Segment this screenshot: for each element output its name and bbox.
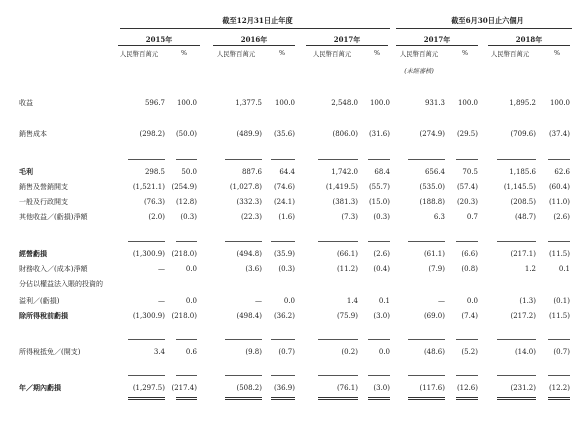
percent-cell: (15.0) <box>368 198 390 206</box>
percent-cell: (55.7) <box>368 183 390 191</box>
amount-cell: (381.3) <box>332 198 358 206</box>
amount-cell: (494.8) <box>236 250 262 258</box>
amount-cell: 298.5 <box>144 168 165 176</box>
amount-cell: (76.3) <box>143 198 165 206</box>
percent-cell: (11.5) <box>548 312 570 320</box>
row-label: 一般及行政開支 <box>19 198 68 206</box>
amount-cell: (208.5) <box>510 198 536 206</box>
percent-cell: 100.0 <box>369 99 390 107</box>
percent-cell: 100.0 <box>457 99 478 107</box>
subtotal-rule <box>271 241 295 242</box>
table-row <box>0 96 580 110</box>
percent-cell: (12.2) <box>548 384 570 392</box>
percent-cell: 62.6 <box>554 168 570 176</box>
percent-cell: 0.0 <box>283 297 295 305</box>
percent-cell: 0.6 <box>185 348 197 356</box>
amount-cell: (117.6) <box>419 384 445 392</box>
subtotal-rule <box>225 241 262 242</box>
percent-cell: (36.9) <box>273 384 295 392</box>
table-row <box>0 381 580 395</box>
row-label: 財務收入／(成本)淨額 <box>19 265 88 273</box>
subtotal-rule <box>368 339 390 340</box>
row-label: 其他收益／(虧損)淨額 <box>19 213 88 221</box>
year-rule-2015 <box>118 45 200 46</box>
amount-cell: 1.4 <box>346 297 358 305</box>
subtotal-rule <box>456 241 478 242</box>
amount-cell: 1,185.6 <box>509 168 536 176</box>
amount-cell: (22.3) <box>240 213 262 221</box>
subtotal-rule <box>225 375 262 376</box>
amount-cell: (66.1) <box>336 250 358 258</box>
amount-cell: (489.9) <box>236 130 262 138</box>
amount-cell: 656.4 <box>424 168 445 176</box>
amount-cell: (498.4) <box>236 312 262 320</box>
subtotal-rule <box>548 159 570 160</box>
amount-cell: (332.3) <box>236 198 262 206</box>
year-header-2017-interim: 2017年 <box>423 35 451 44</box>
row-label: 所得稅抵免／(開支) <box>19 348 81 356</box>
percent-cell: 0.1 <box>558 265 570 273</box>
amount-cell: (1,521.1) <box>132 183 165 191</box>
percent-cell: (217.4) <box>171 384 197 392</box>
amount-cell: (231.2) <box>510 384 536 392</box>
percent-cell: (0.4) <box>373 265 390 273</box>
subtotal-rule <box>548 339 570 340</box>
pct-header: % <box>553 49 561 57</box>
table-row <box>0 345 580 359</box>
table-row <box>0 180 580 194</box>
amount-cell: (535.0) <box>419 183 445 191</box>
percent-cell: (74.6) <box>273 183 295 191</box>
subtotal-rule <box>225 159 262 160</box>
row-label: 除所得稅前虧損 <box>19 311 68 320</box>
unaudited-note: (未經審核) <box>404 68 434 75</box>
total-double-rule <box>368 397 390 400</box>
amount-cell: 6.3 <box>433 213 445 221</box>
subtotal-rule <box>318 159 358 160</box>
amount-cell: (1.3) <box>519 297 536 305</box>
table-row <box>0 165 580 179</box>
percent-cell: (57.4) <box>456 183 478 191</box>
subtotal-rule <box>176 375 197 376</box>
percent-cell: (0.7) <box>278 348 295 356</box>
subtotal-rule <box>408 159 445 160</box>
amount-cell: (61.1) <box>423 250 445 258</box>
percent-cell: (12.6) <box>456 384 478 392</box>
period-rule-six-months <box>396 28 572 29</box>
percent-cell: (12.8) <box>175 198 197 206</box>
amount-cell: 887.6 <box>241 168 262 176</box>
percent-cell: (0.1) <box>553 297 570 305</box>
percent-cell: (0.8) <box>461 265 478 273</box>
amount-cell: (7.9) <box>428 265 445 273</box>
amount-cell: (7.3) <box>341 213 358 221</box>
total-double-rule <box>225 397 262 400</box>
row-label: 經營虧損 <box>19 249 47 258</box>
subtotal-rule <box>318 241 358 242</box>
amount-cell: 3.4 <box>153 348 165 356</box>
amount-cell: (1,297.5) <box>132 384 165 392</box>
subtotal-rule <box>271 339 295 340</box>
total-double-rule <box>456 397 478 400</box>
amount-cell: (14.0) <box>514 348 536 356</box>
amount-cell: (709.6) <box>510 130 536 138</box>
subtotal-rule <box>408 241 445 242</box>
percent-cell: (36.2) <box>273 312 295 320</box>
unit-header: 人民幣百萬元 <box>399 50 439 58</box>
table-row <box>0 277 580 291</box>
percent-cell: 0.7 <box>466 213 478 221</box>
percent-cell: (5.2) <box>461 348 478 356</box>
amount-cell: (48.7) <box>514 213 536 221</box>
percent-cell: (11.0) <box>548 198 570 206</box>
total-double-rule <box>128 397 165 400</box>
amount-cell: (0.2) <box>341 348 358 356</box>
subtotal-rule <box>548 375 570 376</box>
percent-cell: (24.1) <box>273 198 295 206</box>
percent-cell: 64.4 <box>279 168 295 176</box>
total-double-rule <box>408 397 445 400</box>
percent-cell: 0.0 <box>185 265 197 273</box>
amount-cell: (1,419.5) <box>325 183 358 191</box>
year-header-2018: 2018年 <box>515 35 543 44</box>
total-double-rule <box>271 397 295 400</box>
amount-cell: (1,300.9) <box>132 250 165 258</box>
percent-cell: 0.1 <box>378 297 390 305</box>
amount-cell: (9.8) <box>245 348 262 356</box>
percent-cell: (29.5) <box>456 130 478 138</box>
row-label: 溢利／(虧損) <box>19 297 60 305</box>
percent-cell: (7.4) <box>461 312 478 320</box>
percent-cell: 100.0 <box>549 99 570 107</box>
amount-cell: (806.0) <box>332 130 358 138</box>
amount-cell: (1,300.9) <box>132 312 165 320</box>
subtotal-rule <box>128 339 165 340</box>
row-label: 銷售成本 <box>19 130 47 138</box>
percent-cell: (0.3) <box>180 213 197 221</box>
amount-cell: (2.0) <box>148 213 165 221</box>
table-row <box>0 127 580 141</box>
table-row <box>0 262 580 276</box>
percent-cell: (0.7) <box>553 348 570 356</box>
row-label: 毛利 <box>19 167 33 176</box>
percent-cell: (6.6) <box>461 250 478 258</box>
percent-cell: 100.0 <box>274 99 295 107</box>
subtotal-rule <box>408 339 445 340</box>
subtotal-rule <box>456 339 478 340</box>
row-label: 銷售及營銷開支 <box>19 183 68 191</box>
amount-cell: — <box>438 297 445 305</box>
percent-cell: 70.5 <box>462 168 478 176</box>
table-row <box>0 247 580 261</box>
row-label: 收益 <box>19 99 33 107</box>
amount-cell: (69.0) <box>423 312 445 320</box>
amount-cell: (508.2) <box>236 384 262 392</box>
amount-cell: — <box>158 297 165 305</box>
percent-cell: 50.0 <box>181 168 197 176</box>
total-double-rule <box>497 397 536 400</box>
percent-cell: (254.9) <box>171 183 197 191</box>
amount-cell: 1,742.0 <box>331 168 358 176</box>
subtotal-rule <box>497 159 536 160</box>
percent-cell: (3.0) <box>373 312 390 320</box>
amount-cell: (217.1) <box>510 250 536 258</box>
subtotal-rule <box>271 375 295 376</box>
subtotal-rule <box>497 339 536 340</box>
subtotal-rule <box>318 375 358 376</box>
percent-cell: (218.0) <box>171 312 197 320</box>
amount-cell: (11.2) <box>336 265 358 273</box>
subtotal-rule <box>176 339 197 340</box>
subtotal-rule <box>318 339 358 340</box>
percent-cell: (218.0) <box>171 250 197 258</box>
amount-cell: (188.8) <box>419 198 445 206</box>
subtotal-rule <box>456 159 478 160</box>
unit-header: 人民幣百萬元 <box>119 50 159 58</box>
percent-cell: (50.0) <box>175 130 197 138</box>
amount-cell: 931.3 <box>424 99 445 107</box>
amount-cell: (75.9) <box>336 312 358 320</box>
period-rule-full-year <box>120 28 390 29</box>
unit-header: 人民幣百萬元 <box>216 50 256 58</box>
percent-cell: 0.0 <box>378 348 390 356</box>
subtotal-rule <box>225 339 262 340</box>
subtotal-rule <box>497 241 536 242</box>
amount-cell: — <box>255 297 262 305</box>
total-double-rule <box>318 397 358 400</box>
pct-header: % <box>180 49 188 57</box>
percent-cell: (3.0) <box>373 384 390 392</box>
percent-cell: 0.0 <box>466 297 478 305</box>
period-header-six-months: 截至6月30日止六個月 <box>451 16 524 25</box>
percent-cell: 68.4 <box>374 168 390 176</box>
year-rule-2018 <box>488 45 570 46</box>
row-label: 年／期內虧損 <box>19 383 61 392</box>
subtotal-rule <box>176 241 197 242</box>
percent-cell: 0.0 <box>185 297 197 305</box>
percent-cell: (0.3) <box>278 265 295 273</box>
table-row <box>0 195 580 209</box>
total-double-rule <box>548 397 570 400</box>
subtotal-rule <box>368 159 390 160</box>
amount-cell: (274.9) <box>419 130 445 138</box>
unit-header: 人民幣百萬元 <box>490 50 530 58</box>
pct-header: % <box>278 49 286 57</box>
subtotal-rule <box>408 375 445 376</box>
subtotal-rule <box>128 375 165 376</box>
percent-cell: (2.6) <box>553 213 570 221</box>
amount-cell: (298.2) <box>139 130 165 138</box>
year-rule-2017-interim <box>396 45 478 46</box>
year-header-2015: 2015年 <box>145 35 173 44</box>
amount-cell: 2,548.0 <box>331 99 358 107</box>
year-rule-2016 <box>213 45 295 46</box>
total-double-rule <box>176 397 197 400</box>
table-row <box>0 294 580 308</box>
amount-cell: (1,145.5) <box>503 183 536 191</box>
pct-header: % <box>373 49 381 57</box>
percent-cell: 100.0 <box>176 99 197 107</box>
percent-cell: (20.3) <box>456 198 478 206</box>
percent-cell: (35.6) <box>273 130 295 138</box>
subtotal-rule <box>456 375 478 376</box>
percent-cell: (2.6) <box>373 250 390 258</box>
year-header-2016: 2016年 <box>240 35 268 44</box>
amount-cell: 1.2 <box>524 265 536 273</box>
percent-cell: (31.6) <box>368 130 390 138</box>
amount-cell: (217.2) <box>510 312 536 320</box>
table-row <box>0 210 580 224</box>
percent-cell: (11.5) <box>548 250 570 258</box>
subtotal-rule <box>368 375 390 376</box>
amount-cell: 596.7 <box>144 99 165 107</box>
subtotal-rule <box>368 241 390 242</box>
percent-cell: (60.4) <box>548 183 570 191</box>
amount-cell: — <box>158 265 165 273</box>
subtotal-rule <box>548 241 570 242</box>
percent-cell: (37.4) <box>548 130 570 138</box>
year-header-2017: 2017年 <box>333 35 361 44</box>
amount-cell: (3.6) <box>245 265 262 273</box>
table-row <box>0 309 580 323</box>
subtotal-rule <box>271 159 295 160</box>
percent-cell: (35.9) <box>273 250 295 258</box>
percent-cell: (1.6) <box>278 213 295 221</box>
amount-cell: 1,895.2 <box>509 99 536 107</box>
subtotal-rule <box>128 159 165 160</box>
pct-header: % <box>461 49 469 57</box>
year-rule-2017 <box>306 45 388 46</box>
amount-cell: (48.6) <box>423 348 445 356</box>
amount-cell: (76.1) <box>336 384 358 392</box>
period-header-full-year: 截至12月31日止年度 <box>222 16 293 25</box>
subtotal-rule <box>128 241 165 242</box>
unit-header: 人民幣百萬元 <box>312 50 352 58</box>
percent-cell: (0.3) <box>373 213 390 221</box>
subtotal-rule <box>497 375 536 376</box>
amount-cell: 1,377.5 <box>235 99 262 107</box>
subtotal-rule <box>176 159 197 160</box>
amount-cell: (1,027.8) <box>229 183 262 191</box>
row-label: 分佔以權益法入賬的投資的 <box>19 280 103 288</box>
